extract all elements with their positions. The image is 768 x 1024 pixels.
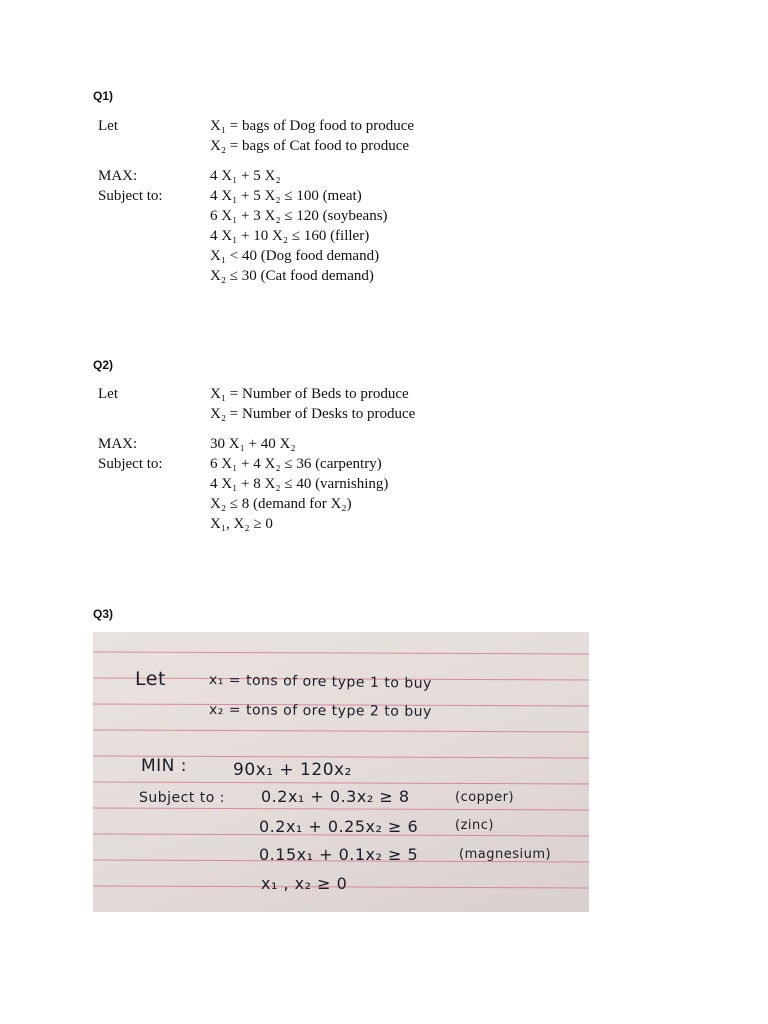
row-expression: 4 X₁ + 8 X₂ ≤ 40 (varnishing) <box>210 476 389 492</box>
q3-heading: Q3) <box>93 607 114 621</box>
formulation-row <box>98 384 618 404</box>
q2-formulation <box>98 384 618 534</box>
formulation-row <box>98 454 618 474</box>
hw-constraint-3-note: (magnesium) <box>459 847 552 862</box>
row-label: Let <box>98 118 118 134</box>
hw-objective: 90x₁ + 120x₂ <box>233 760 352 780</box>
formulation-row <box>98 266 618 286</box>
formulation-row <box>98 116 618 136</box>
row-expression: 6 X₁ + 3 X₂ ≤ 120 (soybeans) <box>210 208 388 224</box>
formulation-row <box>98 206 618 226</box>
formulation-row <box>98 434 618 454</box>
formulation-row <box>98 494 618 514</box>
hw-constraint-2: 0.2x₁ + 0.25x₂ ≥ 6 <box>259 817 419 836</box>
formulation-row <box>98 166 618 186</box>
formulation-row <box>98 246 618 266</box>
row-expression: X₂ = Number of Desks to produce <box>210 406 416 422</box>
formulation-row <box>98 404 618 424</box>
row-expression: 4 X₁ + 5 X₂ <box>210 168 281 184</box>
hw-constraint-1: 0.2x₁ + 0.3x₂ ≥ 8 <box>261 787 410 806</box>
hw-nonnegativity: x₁ , x₂ ≥ 0 <box>261 874 348 893</box>
q2-heading: Q2) <box>93 358 114 372</box>
hw-constraint-1-note: (copper) <box>455 790 515 805</box>
formulation-row <box>98 136 618 156</box>
row-expression: X₁ = Number of Beds to produce <box>210 386 409 402</box>
hw-let: Let <box>135 668 166 690</box>
row-label: Let <box>98 386 118 402</box>
row-expression: X₁ < 40 (Dog food demand) <box>210 248 380 264</box>
q1-formulation <box>98 116 618 286</box>
formulation-row <box>98 226 618 246</box>
hw-constraint-3: 0.15x₁ + 0.1x₂ ≥ 5 <box>259 845 419 864</box>
row-expression: 6 X₁ + 4 X₂ ≤ 36 (carpentry) <box>210 456 382 472</box>
hw-x2-definition: x₂ = tons of ore type 2 to buy <box>208 702 432 720</box>
hw-x1-definition: x₁ = tons of ore type 1 to buy <box>208 672 432 692</box>
q3-handwritten-photo <box>93 632 589 912</box>
row-expression: 4 X₁ + 5 X₂ ≤ 100 (meat) <box>210 188 362 204</box>
formulation-row <box>98 514 618 534</box>
row-label: MAX: <box>98 436 138 452</box>
formulation-row <box>98 474 618 494</box>
row-expression: X₂ ≤ 8 (demand for X₂) <box>210 496 352 512</box>
formulation-row <box>98 186 618 206</box>
q1-heading: Q1) <box>93 89 114 103</box>
hw-subject-to: Subject to : <box>139 790 226 806</box>
hw-min-label: MIN : <box>141 756 188 776</box>
row-label: MAX: <box>98 168 138 184</box>
row-expression: 4 X₁ + 10 X₂ ≤ 160 (filler) <box>210 228 370 244</box>
hw-constraint-2-note: (zinc) <box>455 818 494 833</box>
row-expression: X₁ = bags of Dog food to produce <box>210 118 415 134</box>
row-expression: X₁, X₂ ≥ 0 <box>210 516 273 532</box>
spacer <box>98 424 618 434</box>
row-label: Subject to: <box>98 456 163 472</box>
spacer <box>98 156 618 166</box>
row-label: Subject to: <box>98 188 163 204</box>
row-expression: X₂ = bags of Cat food to produce <box>210 138 410 154</box>
row-expression: X₂ ≤ 30 (Cat food demand) <box>210 268 374 284</box>
row-expression: 30 X₁ + 40 X₂ <box>210 436 296 452</box>
